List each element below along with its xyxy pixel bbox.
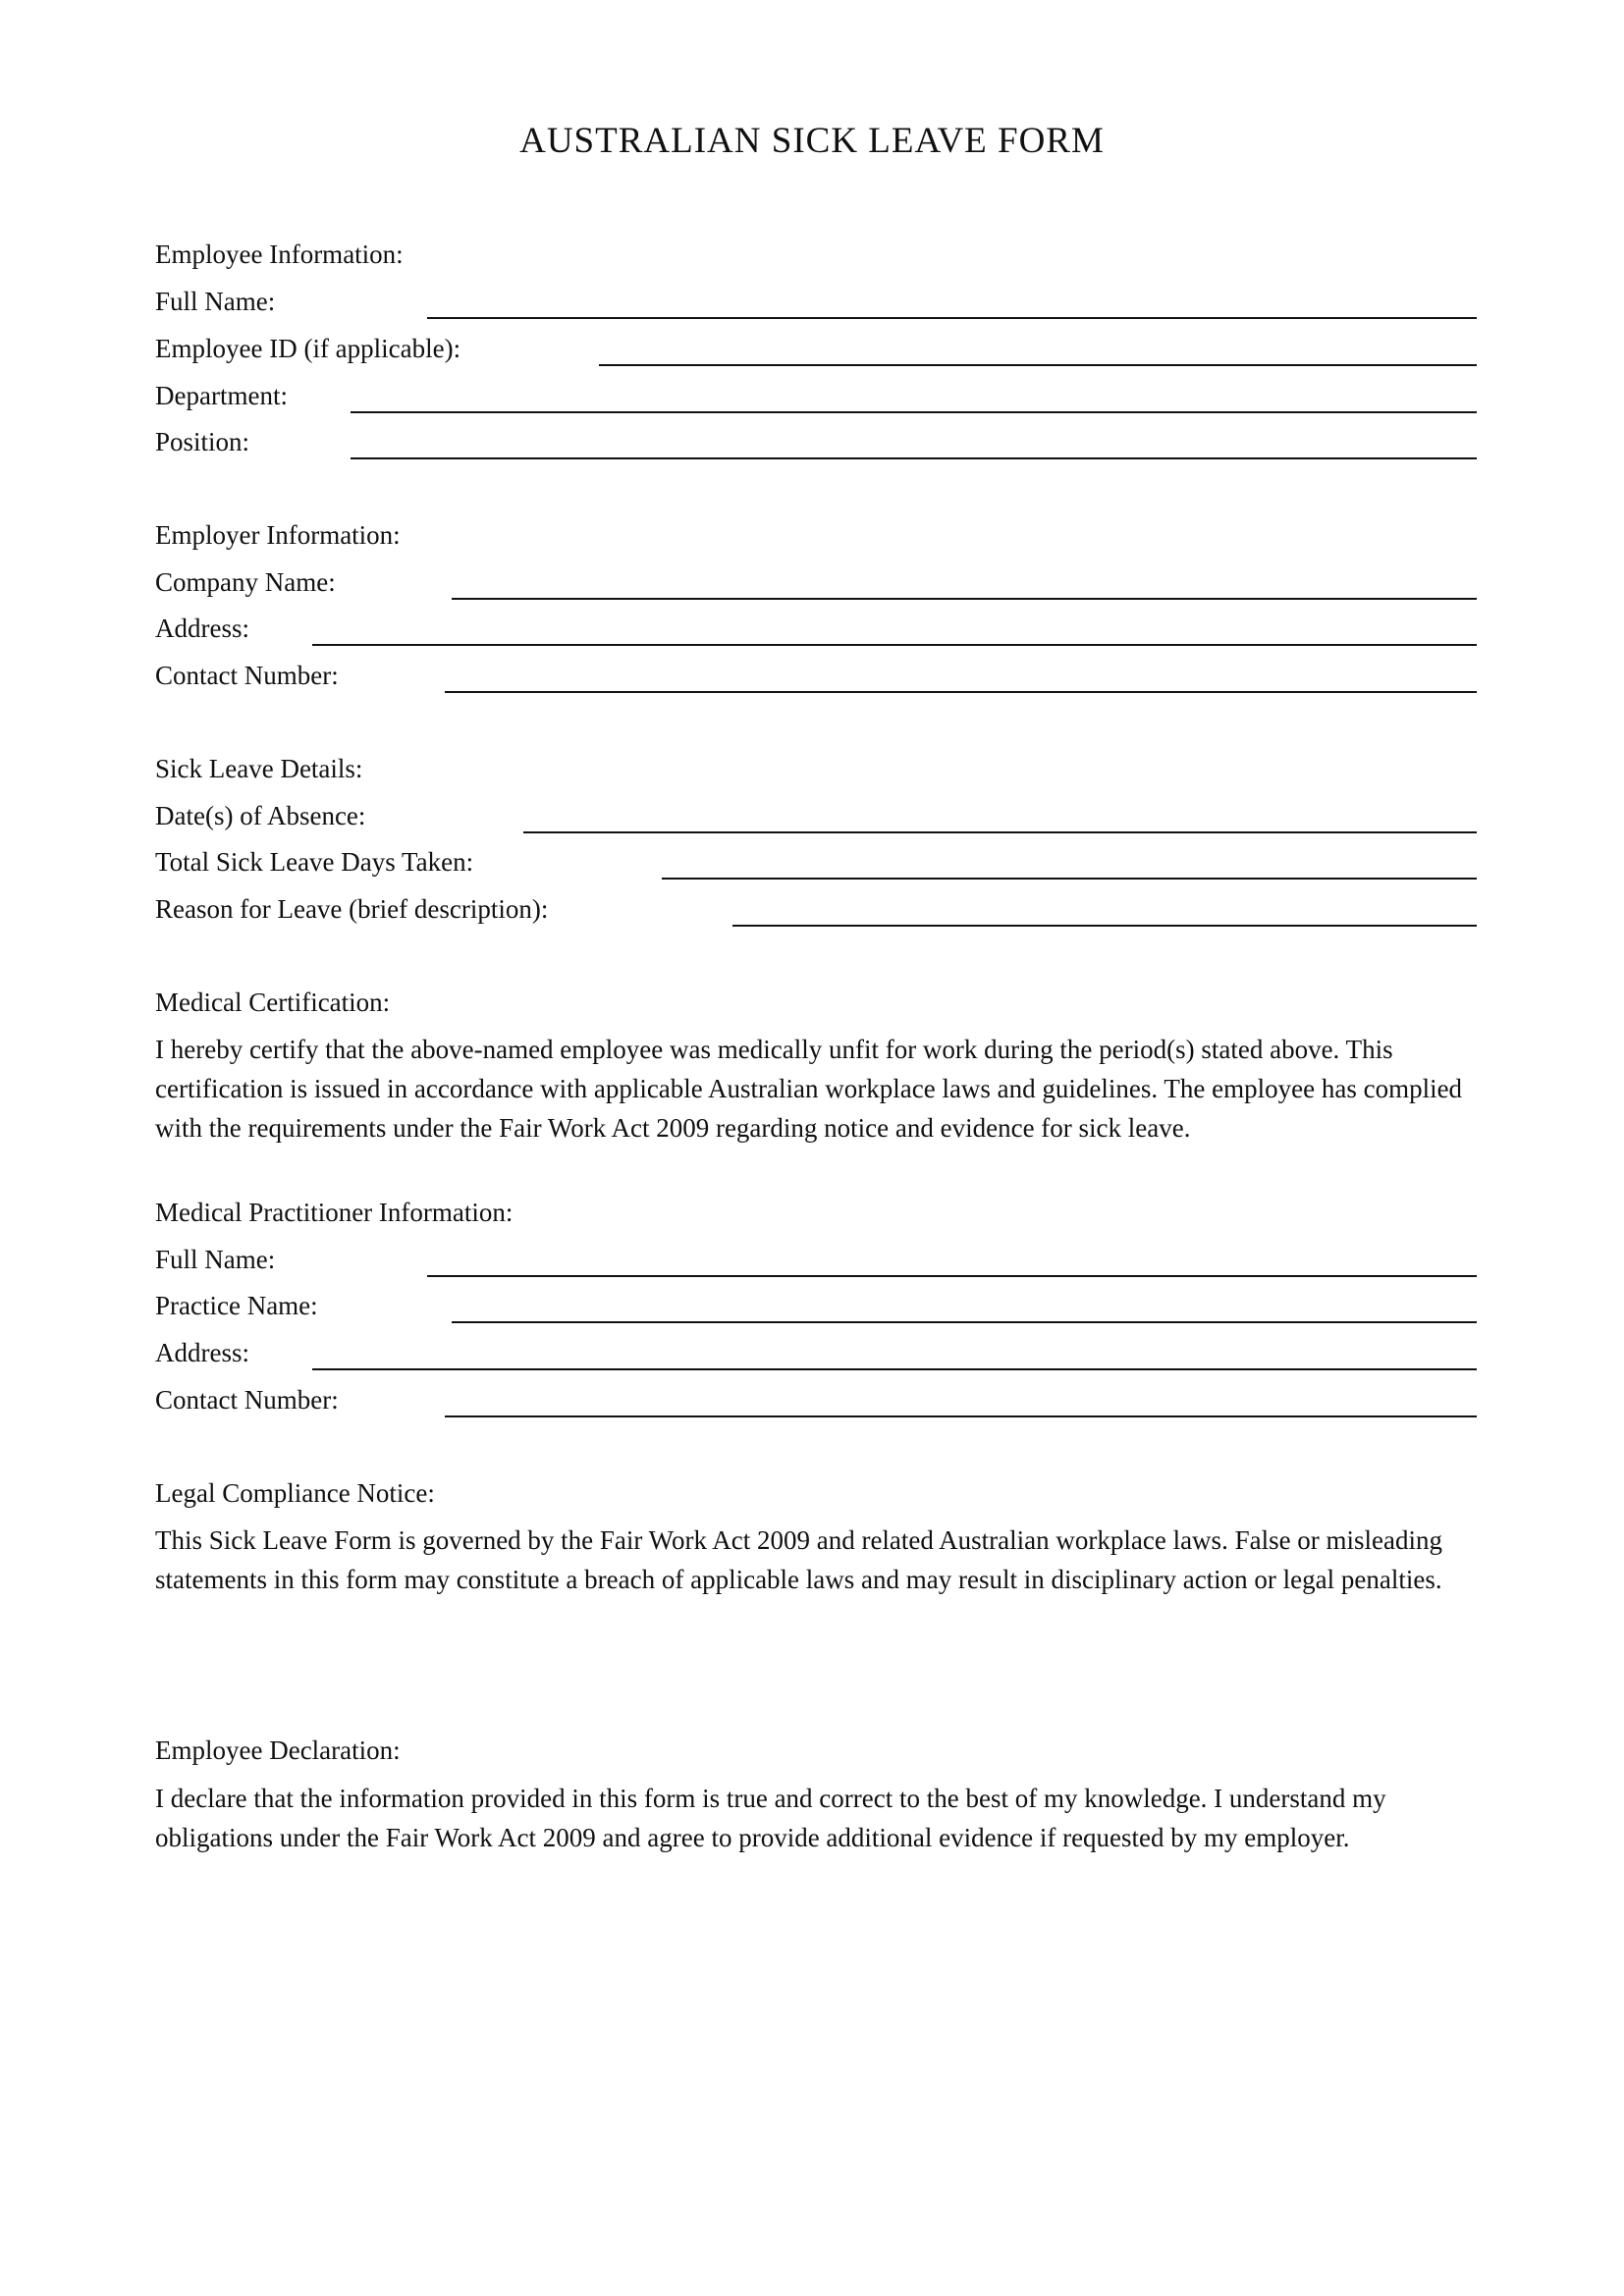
absence-dates-field[interactable] xyxy=(523,831,1477,833)
employee-id-label: Employee ID (if applicable): xyxy=(155,334,461,363)
practitioner-info-heading: Medical Practitioner Information: xyxy=(155,1198,514,1227)
practitioner-contact-label: Contact Number: xyxy=(155,1385,339,1415)
employer-contact-field[interactable] xyxy=(445,691,1477,693)
department-field[interactable] xyxy=(351,411,1477,413)
company-name-field[interactable] xyxy=(452,598,1477,600)
employee-info-heading: Employee Information: xyxy=(155,240,404,269)
company-name-label: Company Name: xyxy=(155,567,336,597)
legal-notice-text: This Sick Leave Form is governed by the Fair Work Act 2009 and related Australian workplace laws. False or misleading statements in this form may constitute a breach of applicable laws and may result in disciplinary action or legal penalties. xyxy=(155,1525,1443,1594)
absence-dates-label: Date(s) of Absence: xyxy=(155,801,366,830)
leave-reason-field[interactable] xyxy=(732,925,1477,927)
practitioner-full-name-field[interactable] xyxy=(427,1275,1477,1277)
practitioner-address-label: Address: xyxy=(155,1338,249,1367)
employee-full-name-label: Full Name: xyxy=(155,287,276,316)
employer-contact-label: Contact Number: xyxy=(155,661,339,690)
declaration-heading: Employee Declaration: xyxy=(155,1735,401,1765)
practice-name-field[interactable] xyxy=(452,1321,1477,1323)
form-title: AUSTRALIAN SICK LEAVE FORM xyxy=(519,121,1105,161)
medical-cert-text: I hereby certify that the above-named employee was medically unfit for work during the period(s) stated above. This certification is issued in accordance with applicable Australian workplace laws and guidelines. The employee has complied with the requirements under the Fair Work Act 2009 regarding notice and evidence for sick leave. xyxy=(155,1035,1463,1143)
practitioner-full-name-label: Full Name: xyxy=(155,1245,276,1274)
department-label: Department: xyxy=(155,381,288,410)
declaration-text: I declare that the information provided in this form is true and correct to the best of my knowledge. I understand my obligations under the Fair Work Act 2009 and agree to provide additional evidence if requested by my employer. xyxy=(155,1784,1386,1852)
employer-address-label: Address: xyxy=(155,614,249,643)
practitioner-address-field[interactable] xyxy=(312,1368,1477,1370)
employer-info-heading: Employer Information: xyxy=(155,520,401,550)
position-field[interactable] xyxy=(351,457,1477,459)
medical-cert-heading: Medical Certification: xyxy=(155,988,391,1017)
sick-leave-heading: Sick Leave Details: xyxy=(155,754,363,783)
total-days-label: Total Sick Leave Days Taken: xyxy=(155,847,474,877)
employee-id-field[interactable] xyxy=(599,364,1477,366)
practitioner-contact-field[interactable] xyxy=(445,1415,1477,1417)
position-label: Position: xyxy=(155,427,250,456)
total-days-field[interactable] xyxy=(662,878,1477,880)
leave-reason-label: Reason for Leave (brief description): xyxy=(155,894,549,924)
employer-address-field[interactable] xyxy=(312,644,1477,646)
employee-full-name-field[interactable] xyxy=(427,317,1477,319)
practice-name-label: Practice Name: xyxy=(155,1291,318,1320)
legal-notice-heading: Legal Compliance Notice: xyxy=(155,1478,435,1508)
